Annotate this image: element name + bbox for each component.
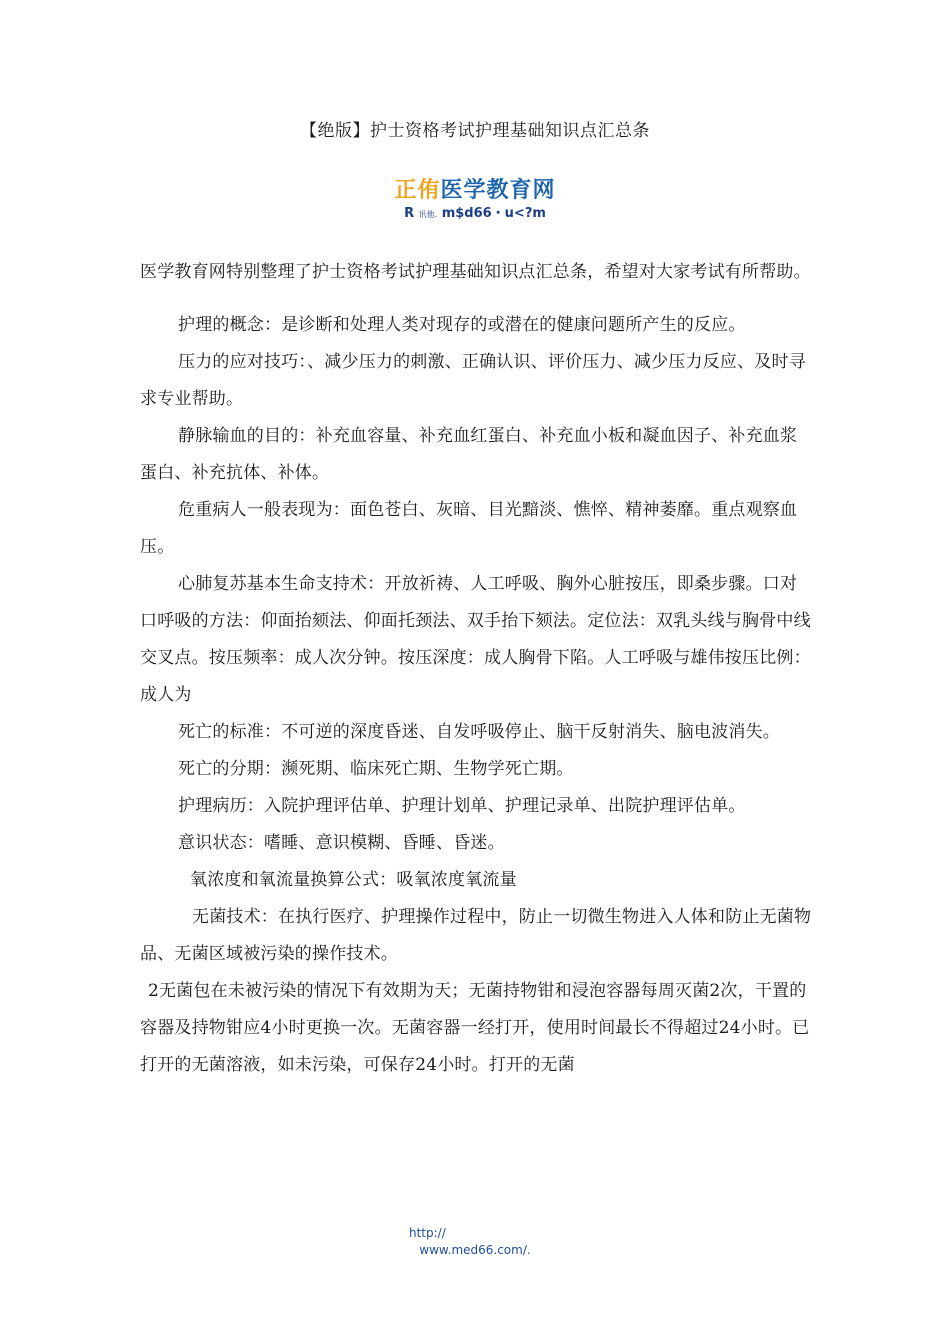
- paragraph-critical-patient: 危重病人一般表现为：面色苍白、灰暗、目光黯淡、憔悴、精神萎靡。重点观察血压。: [140, 500, 798, 557]
- paragraph-consciousness: 意识状态：嗜睡、意识模糊、昏睡、昏迷。: [178, 833, 505, 853]
- logo-accent-text: 正侑: [394, 178, 441, 203]
- paragraph-sterile-validity: 2无菌包在未被污染的情况下有效期为天；无菌持物钳和浸泡容器每周灭菌2次，干置的容器及持物钳应4小时更换一次。无菌容器一经打开，使用时间最长不得超过24小时。已打开的无菌溶液，如未污染，可保存24小时。打开的无菌: [140, 981, 810, 1075]
- logo-wordmark: [0, 178, 950, 204]
- paragraph-oxygen-formula: 氧浓度和氧流量换算公式：吸氧浓度氧流量: [190, 870, 517, 890]
- paragraph-nursing-concept: 护理的概念：是诊断和处理人类对现存的或潜在的健康问题所产生的反应。: [178, 315, 746, 335]
- logo-subtitle: [0, 206, 950, 223]
- paragraph-death-criteria: 死亡的标准：不可逆的深度昏迷、自发呼吸停止、脑干反射消失、脑电波消失。: [178, 722, 780, 742]
- intro-paragraph: 医学教育网特别整理了护士资格考试护理基础知识点汇总条，希望对大家考试有所帮助。: [140, 262, 811, 282]
- paragraph-transfusion-purpose: 静脉输血的目的：补充血容量、补充血红蛋白、补充血小板和凝血因子、补充血浆蛋白、补充抗体、补体。: [140, 426, 798, 483]
- footer-url-line2[interactable]: www.med66.com/.: [419, 1243, 531, 1257]
- footer-url-line1[interactable]: http://: [409, 1226, 446, 1240]
- paragraph-aseptic-technique: 无菌技术：在执行医疗、护理操作过程中，防止一切微生物进入人体和防止无菌物品、无菌区域被污染的操作技术。: [140, 907, 812, 964]
- document-title: 【绝版】护士资格考试护理基础知识点汇总条: [300, 121, 650, 141]
- paragraph-cpr: 心肺复苏基本生命支持术：开放祈祷、人工呼吸、胸外心脏按压，即桑步骤。口对口呼吸的方法：仰面抬颏法、仰面托颈法、双手抬下颏法。定位法：双乳头线与胸骨中线交叉点。按压频率：成人次分钟。按压深度：成人胸骨下陷。人工呼吸与雄伟按压比例：成人为: [140, 574, 811, 705]
- logo-sub-rest: m$d66・u<?m: [441, 206, 546, 221]
- paragraph-nursing-records: 护理病历：入院护理评估单、护理计划单、护理记录单、出院护理评估单。: [178, 796, 746, 816]
- paragraph-death-stages: 死亡的分期：濒死期、临床死亡期、生物学死亡期。: [178, 759, 574, 779]
- logo-sub-prefix: R: [404, 206, 415, 221]
- paragraph-stress-coping: 压力的应对技巧：、减少压力的刺激、正确认识、评价压力、减少压力反应、及时寻求专业帮助。: [140, 352, 806, 409]
- logo-main-text: 医学教育网: [440, 178, 556, 203]
- footer-link[interactable]: [0, 1225, 950, 1259]
- document-body: [140, 256, 812, 1084]
- logo-sub-tiny: 讯他.: [418, 210, 438, 219]
- site-logo: [0, 178, 950, 223]
